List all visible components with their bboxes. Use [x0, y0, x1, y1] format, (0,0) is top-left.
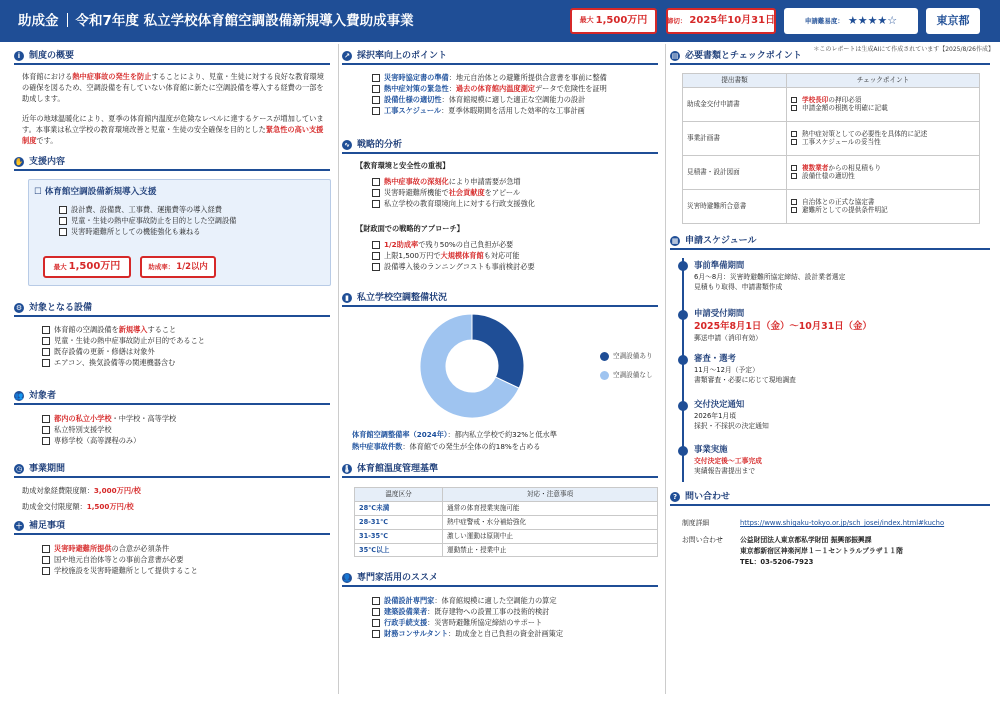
- divider: [342, 585, 658, 587]
- clock-icon: ◷: [15, 465, 23, 474]
- list-item: 私立学校の教育環境向上に対する行政支援強化: [372, 198, 535, 209]
- legend-item-no: 空調設備なし: [600, 371, 653, 380]
- list-item: 学校施設を災害時避難所として提供すること: [42, 565, 198, 576]
- column-divider: [338, 44, 339, 694]
- strategy-subheading-1: 【教育環境と安全性の重視】: [356, 161, 450, 170]
- divider: [342, 305, 658, 307]
- schedule-step-detail: 2026年1月頃 採択・不採択の決定通知: [694, 412, 769, 430]
- table-cell: 35℃以上: [355, 543, 443, 557]
- divider: [14, 63, 330, 65]
- table-cell: 複数業者からの相見積もり 設備仕様の適切性: [787, 155, 980, 189]
- chart-stat-2: 熱中症事故件数：体育館での発生が全体の約18%を占める: [352, 442, 541, 451]
- list-item: 体育館の空調設備を新規導入すること: [42, 324, 205, 335]
- difficulty-badge: 申請難易度： ★★★★☆: [784, 8, 918, 34]
- max-amount-badge: 最大 1,500万円: [570, 8, 657, 34]
- donut-slice-0: [472, 314, 524, 388]
- question-icon: ?: [670, 492, 680, 502]
- contact-url-link[interactable]: https://www.shigaku-tokyo.or.jp/sch_josei/index.html#kucho: [740, 519, 945, 527]
- period-limit-2: 助成金交付限度額：1,500万円/校: [22, 502, 134, 511]
- checkbox: [791, 97, 797, 103]
- divider: [14, 315, 330, 317]
- standards-table: [354, 487, 658, 557]
- list-item: 既存設備の更新・修繕は対象外: [42, 346, 205, 357]
- list-item: 災害時避難所機能で社会貢献度をアピール: [372, 187, 535, 198]
- list-item: エアコン、換気設備等の関連機器含む: [42, 357, 205, 368]
- list-item: 都内の私立小学校・中学校・高等学校: [42, 413, 176, 424]
- table-cell: 28-31℃: [355, 515, 443, 529]
- contact-label-inquiry: お問い合わせ: [682, 536, 723, 544]
- divider: [342, 152, 658, 154]
- list-item: 熱中症対策の緊急性：過去の体育館内温度測定データで危険性を証明: [372, 83, 607, 94]
- schedule-step-detail: 11月～12月（予定） 書類審査・必要に応じて現地調査: [694, 366, 796, 384]
- contact-details: 公益財団法人東京都私学財団 振興部振興課 東京都新宿区神楽河岸１－１セントラルプラザ１１階 TEL：03-5206-7923: [740, 536, 903, 566]
- info-icon: i: [14, 51, 24, 61]
- table-cell: 事業計画書: [683, 121, 787, 155]
- supplement-list: [42, 543, 198, 576]
- experts-heading: 👤 専門家活用のススメ: [342, 573, 439, 583]
- schedule-step-title: 交付決定通知: [694, 399, 745, 409]
- table-header-row: [683, 74, 980, 88]
- schedule-step-title: 審査・選考: [694, 353, 736, 363]
- table-cell: 激しい運動は原則中止: [443, 529, 658, 543]
- list-item: 専修学校（高等課程のみ）: [42, 435, 176, 446]
- experts-list: [372, 595, 563, 640]
- table-cell: 自治体との正式な協定書 避難所としての提供条件明記: [787, 189, 980, 223]
- list-item: 財務コンサルタント：助成金と自己負担の資金計画策定: [372, 628, 563, 639]
- schedule-step-title: 事業実施: [694, 444, 728, 454]
- table-header: 対応・注意事項: [443, 488, 658, 502]
- timeline-node: [678, 261, 688, 271]
- strategy-subheading-2: 【財政面での戦略的アプローチ】: [356, 224, 464, 233]
- equipment-list: [42, 324, 205, 369]
- divider: [14, 403, 330, 405]
- checkbox: [791, 165, 797, 171]
- list-item: 国や地元自治体等との事前合意書が必要: [42, 554, 198, 565]
- list-item: 災害時避難所提供の合意が必須条件: [42, 543, 198, 554]
- schedule-step-detail: 2025年8月1日（金）～10月31日（金） 郵送申請（消印有効）: [694, 321, 872, 342]
- table-header: 提出書類: [683, 74, 787, 88]
- support-max-pill: 最大 1,500万円: [43, 256, 131, 278]
- schedule-step-title: 事前準備期間: [694, 260, 745, 270]
- support-rate-pill: 助成率： 1/2以内: [140, 256, 216, 278]
- list-item: 上限1,500万円で大規模体育館も対応可能: [372, 250, 535, 261]
- list-item: 災害時協定書の準備：地元自治体との避難所提供合意書を事前に整備: [372, 72, 607, 83]
- contact-label-details: 制度詳細: [682, 519, 710, 527]
- overview-heading: i 制度の概要: [14, 50, 74, 62]
- list-item: 私立特別支援学校: [42, 424, 176, 435]
- strategy-list-2: [372, 239, 535, 272]
- supplement-heading: ＋ 補足事項: [15, 521, 66, 531]
- checkbox: [791, 173, 797, 179]
- divider: [670, 63, 990, 65]
- header-bar: [0, 0, 1000, 42]
- table-cell: 学校長印の押印必須 申請金額の根拠を明確に記載: [787, 87, 980, 121]
- list-item: 災害時避難所としての機能強化も兼ねる: [59, 226, 236, 237]
- list-item: 行政手続支援：災害時避難所協定締結のサポート: [372, 617, 563, 628]
- list-item: 設備設計専門家：体育館規模に適した空調能力の算定: [372, 595, 563, 606]
- table-cell: 28℃未満: [355, 501, 443, 515]
- schedule-step-detail: 交付決定後～工事完成 実績報告書提出まで: [694, 457, 762, 475]
- page-title: 助成金 令和7年度 私立学校体育館空調設備新規導入費助成事業: [18, 13, 414, 29]
- target-heading: 👥 対象者: [14, 391, 57, 401]
- legend-swatch: [600, 371, 609, 380]
- column-divider: [665, 44, 666, 694]
- schedule-step-title: 申請受付期間: [694, 308, 745, 318]
- divider: [14, 476, 330, 478]
- donut-chart: [419, 313, 525, 419]
- equipment-heading: ⚙ 対象となる設備: [15, 303, 93, 313]
- user-tie-icon: 👤: [342, 574, 352, 583]
- handshake-icon: ✋: [14, 158, 24, 167]
- chart-up-icon: ↗: [342, 51, 352, 61]
- gear-icon: ⚙: [15, 304, 23, 313]
- list-item: 建築設備業者：既存建物への設置工事の技術的検討: [372, 606, 563, 617]
- divider: [670, 248, 990, 250]
- divider: [342, 476, 658, 478]
- standards-heading: 🌡 体育館温度管理基準: [342, 464, 439, 474]
- list-item: 設計費、設備費、工事費、運搬費等の導入経費: [59, 204, 236, 215]
- list-item: 児童・生徒の熱中症事故防止を目的とした空調設備: [59, 215, 236, 226]
- table-header: チェックポイント: [787, 74, 980, 88]
- calendar-icon: ▦: [671, 237, 679, 246]
- divider: [670, 504, 990, 506]
- period-limit-1: 助成対象経費限度額：3,000万円/校: [22, 486, 141, 495]
- table-cell: 31-35℃: [355, 529, 443, 543]
- timeline-node: [678, 310, 688, 320]
- table-cell: 運動禁止・授業中止: [443, 543, 658, 557]
- thermometer-icon: 🌡: [342, 465, 352, 474]
- documents-heading: ▤ 必要書類とチェックポイント: [671, 51, 802, 61]
- table-row: [355, 501, 658, 515]
- divider: [14, 169, 330, 171]
- table-cell: 助成金交付申請書: [683, 87, 787, 121]
- legend-item-yes: 空調設備あり: [600, 352, 653, 361]
- table-cell: 通常の体育授業実施可能: [443, 501, 658, 515]
- divider: [342, 63, 658, 65]
- documents-table: [682, 73, 980, 224]
- timeline-node: [678, 355, 688, 365]
- divider: [14, 533, 330, 535]
- checkbox: [791, 199, 797, 205]
- list-item: 設備仕様の適切性：体育館規模に適した適正な空調能力の設計: [372, 94, 607, 105]
- analytics-icon: ∿: [342, 140, 352, 150]
- table-row: [683, 121, 980, 155]
- table-row: [355, 543, 658, 557]
- contact-heading: ? 問い合わせ: [670, 491, 730, 503]
- table-row: [355, 515, 658, 529]
- table-cell: 熱中症警戒・水分補給強化: [443, 515, 658, 529]
- table-cell: 熱中症対策としての必要性を具体的に記述 工事スケジュールの妥当性: [787, 121, 980, 155]
- chart-heading: ▮ 私立学校空調整備状況: [342, 292, 447, 304]
- ai-note: ＊このレポートは生成AIにて作成されています【2025/8/26作成】: [813, 46, 994, 53]
- timeline-node: [678, 446, 688, 456]
- table-row: [683, 155, 980, 189]
- table-header: 温度区分: [355, 488, 443, 502]
- table-cell: 見積書・設計図面: [683, 155, 787, 189]
- table-row: [355, 529, 658, 543]
- table-header-row: [355, 488, 658, 502]
- plus-icon: ＋: [15, 522, 23, 531]
- users-icon: 👥: [14, 392, 24, 401]
- period-heading: ◷ 事業期間: [15, 464, 66, 474]
- legend-swatch: [600, 352, 609, 361]
- list-item: 熱中症事故の深刻化により申請需要が急増: [372, 176, 535, 187]
- checkbox: [791, 139, 797, 145]
- support-heading: ✋ 支援内容: [14, 157, 66, 167]
- chart-stat-1: 体育館空調整備率（2024年）：都内私立学校で約32%と低水準: [352, 430, 557, 439]
- table-cell: 災害時避難所合意書: [683, 189, 787, 223]
- table-row: [683, 87, 980, 121]
- document-icon: ▤: [671, 52, 679, 61]
- timeline-node: [678, 401, 688, 411]
- strategy-heading: ∿ 戦略的分析: [342, 139, 402, 151]
- list-item: 1/2助成率で残り50%の自己負担が必要: [372, 239, 535, 250]
- checkbox: [791, 207, 797, 213]
- list-item: 設備導入後のランニングコストも事前検討必要: [372, 261, 535, 272]
- overview-paragraph-2: 近年の地球温暖化により、夏季の体育館内温度が危険なレベルに達するケースが増加しています。本事業は私立学校の教育環境改善と児童・生徒の安全確保を目的とした緊急性の高い支援制度です。: [22, 114, 324, 145]
- target-list: [42, 413, 176, 446]
- region-badge: 東京都: [926, 8, 980, 34]
- overview-paragraph-1: 体育館における熱中症事故の発生を防止することにより、児童・生徒に対する良好な教育環境の確保を図るため、空調設備を有していない体育館に新たに空調設備を導入する経費の一部を助成します。: [22, 72, 324, 103]
- points-list: [372, 72, 607, 117]
- bar-chart-icon: ▮: [342, 293, 352, 303]
- checkbox: [791, 131, 797, 137]
- support-box-title: ☐ 体育館空調設備新規導入支援: [34, 187, 157, 197]
- table-row: [683, 189, 980, 223]
- strategy-list-1: [372, 176, 535, 209]
- checkbox: [791, 105, 797, 111]
- schedule-heading: ▦ 申請スケジュール: [671, 236, 757, 246]
- support-box: [28, 179, 331, 286]
- schedule-step-detail: 6月～8月：災害時避難所協定締結、設計業者選定 見積もり取得、申請書類作成: [694, 273, 846, 291]
- support-list: [59, 204, 236, 237]
- points-heading: ↗ 採択率向上のポイント: [342, 50, 447, 62]
- deadline-badge: 締切： 2025年10月31日: [666, 8, 776, 34]
- list-item: 児童・生徒の熱中症事故防止が目的であること: [42, 335, 205, 346]
- list-item: 工事スケジュール：夏季休暇期間を活用した効率的な工事計画: [372, 105, 607, 116]
